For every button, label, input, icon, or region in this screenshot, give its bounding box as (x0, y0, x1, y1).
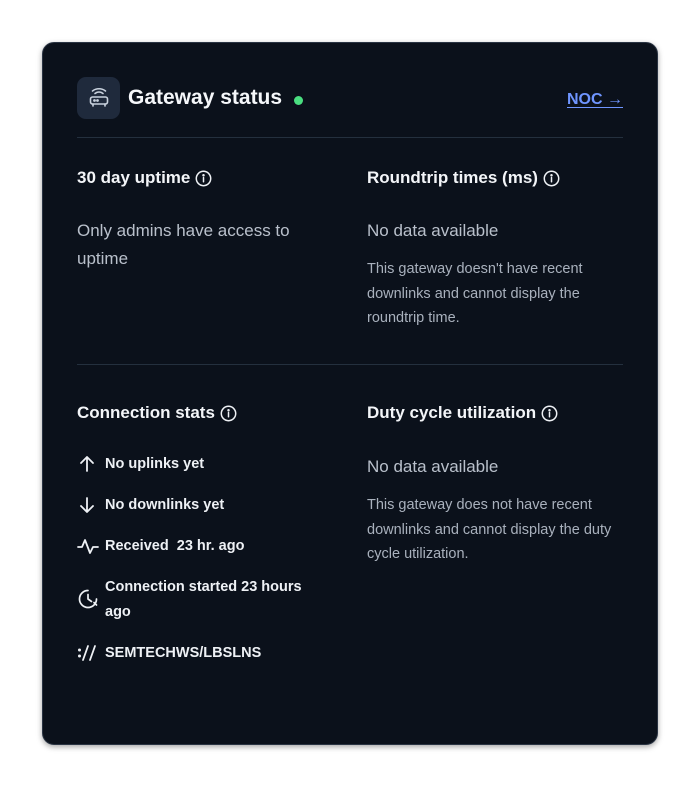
received-stat (77, 534, 327, 559)
page-title: Gateway status (128, 86, 283, 109)
connection-section-title (77, 403, 237, 423)
router-icon (77, 77, 120, 119)
roundtrip-title: Roundtrip times (ms) (367, 168, 538, 187)
arrow-down-icon (77, 493, 99, 517)
info-icon[interactable] (541, 405, 558, 422)
clock-icon (77, 587, 99, 611)
connection-started-label: Connection started 23 hours ago (105, 579, 302, 620)
status-indicator-dot (294, 96, 303, 105)
protocol-label: SEMTECHWS/LBSLNS (105, 645, 262, 661)
uptime-title: 30 day uptime (77, 168, 191, 187)
received-label (105, 534, 244, 559)
uplinks-label: No uplinks yet (105, 456, 205, 472)
arrow-up-icon (77, 452, 99, 476)
downlinks-stat (77, 493, 327, 518)
received-text: Received (105, 538, 169, 554)
divider (77, 137, 623, 138)
info-icon[interactable] (220, 405, 237, 422)
info-icon[interactable] (543, 170, 560, 187)
divider (77, 364, 623, 365)
uptime-access-message: Only admins have access to uptime (77, 221, 290, 268)
info-icon[interactable] (195, 170, 212, 187)
uptime-section-title (77, 168, 212, 188)
noc-link[interactable]: NOC → (567, 91, 623, 108)
connection-started-stat (77, 575, 327, 624)
duty-cycle-status: No data available (367, 457, 499, 476)
card-header (77, 77, 623, 121)
protocol-stat (77, 641, 327, 666)
roundtrip-section-title (367, 168, 560, 188)
roundtrip-description: This gateway doesn't have recent downlinks and cannot display the roundtrip time. (367, 261, 583, 326)
gateway-status-card (42, 42, 658, 745)
duty-cycle-section-title (367, 403, 558, 423)
duty-cycle-description: This gateway does not have recent downlinks and cannot display the duty cycle utilization. (367, 497, 612, 562)
roundtrip-status: No data available (367, 221, 499, 240)
received-time: 23 hr. ago (176, 538, 245, 554)
downlinks-label: No downlinks yet (105, 497, 225, 513)
duty-cycle-title: Duty cycle utilization (367, 403, 537, 422)
uplinks-stat (77, 452, 327, 477)
protocol-slashes-icon (77, 641, 99, 665)
connection-title: Connection stats (77, 403, 215, 422)
pulse-icon (77, 534, 99, 558)
